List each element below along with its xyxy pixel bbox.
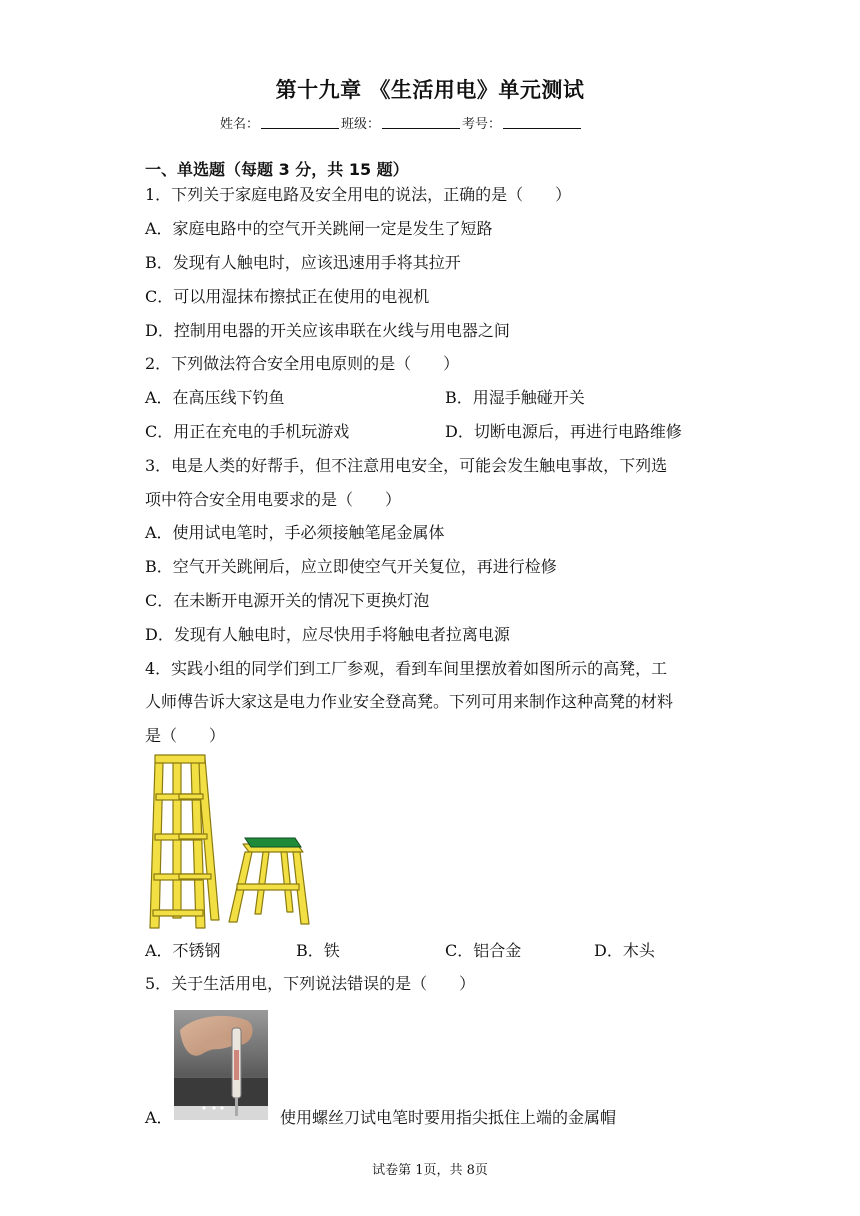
section-heading: 一、单选题（每题 3 分，共 15 题） [145, 160, 409, 179]
student-info-line [220, 113, 583, 132]
q3-option-a: A．使用试电笔时，手必须接触笔尾金属体 [145, 523, 445, 542]
page-title: 第十九章 《生活用电》单元测试 [275, 78, 585, 102]
q3-stem-line1: 3．电是人类的好帮手，但不注意用电安全，可能会发生触电事故，下列选 [145, 456, 668, 475]
q5-option-a-label: A． [145, 1108, 173, 1127]
screwdriver-test-pen-icon [174, 1010, 268, 1120]
q2-stem: 2．下列做法符合安全用电原则的是（ ） [145, 354, 460, 373]
q1-option-c: C．可以用湿抹布擦拭正在使用的电视机 [145, 287, 430, 306]
q4-option-c: C．铝合金 [445, 941, 522, 960]
q2-option-c: C．用正在充电的手机玩游戏 [145, 422, 350, 441]
page-footer: 试卷第 1页，共 8页 [372, 1163, 488, 1178]
class-blank[interactable] [382, 116, 460, 129]
q1-stem: 1．下列关于家庭电路及安全用电的说法，正确的是（ ） [145, 185, 572, 204]
name-label: 姓名： [220, 117, 260, 132]
q2-option-b: B．用湿手触碰开关 [445, 388, 585, 407]
q5-stem: 5．关于生活用电，下列说法错误的是（ ） [145, 974, 476, 993]
q3-option-b: B．空气开关跳闸后，应立即使空气开关复位，再进行检修 [145, 557, 557, 576]
q4-option-b: B．铁 [296, 941, 340, 960]
q4-stem-line2: 人师傅告诉大家这是电力作业安全登高凳。下列可用来制作这种高凳的材料 [145, 692, 674, 711]
id-blank[interactable] [503, 116, 581, 129]
id-label: 考号： [462, 117, 502, 132]
q3-option-d: D．发现有人触电时，应尽快用手将触电者拉离电源 [145, 625, 510, 644]
q2-option-a: A．在高压线下钓鱼 [145, 388, 285, 407]
safety-stool-icon [145, 752, 310, 930]
q2-option-d: D．切断电源后，再进行电路维修 [445, 422, 682, 441]
q3-option-c: C．在未断开电源开关的情况下更换灯泡 [145, 591, 430, 610]
q4-option-d: D．木头 [594, 941, 655, 960]
name-blank[interactable] [261, 116, 339, 129]
q1-option-b: B．发现有人触电时，应该迅速用手将其拉开 [145, 253, 461, 272]
q3-stem-line2: 项中符合安全用电要求的是（ ） [145, 490, 402, 509]
class-label: 班级： [341, 117, 381, 132]
safety-stool-illustration [145, 752, 310, 930]
q5-option-a-text: 使用螺丝刀试电笔时要用指尖抵住上端的金属帽 [280, 1108, 617, 1127]
test-pen-photo [174, 1010, 268, 1120]
q1-option-a: A．家庭电路中的空气开关跳闸一定是发生了短路 [145, 219, 493, 238]
q1-option-d: D．控制用电器的开关应该串联在火线与用电器之间 [145, 321, 510, 340]
q4-stem-line1: 4．实践小组的同学们到工厂参观，看到车间里摆放着如图所示的高凳，工 [145, 659, 668, 678]
q4-option-a: A．不锈钢 [145, 941, 221, 960]
q4-stem-line3: 是（ ） [145, 726, 226, 745]
